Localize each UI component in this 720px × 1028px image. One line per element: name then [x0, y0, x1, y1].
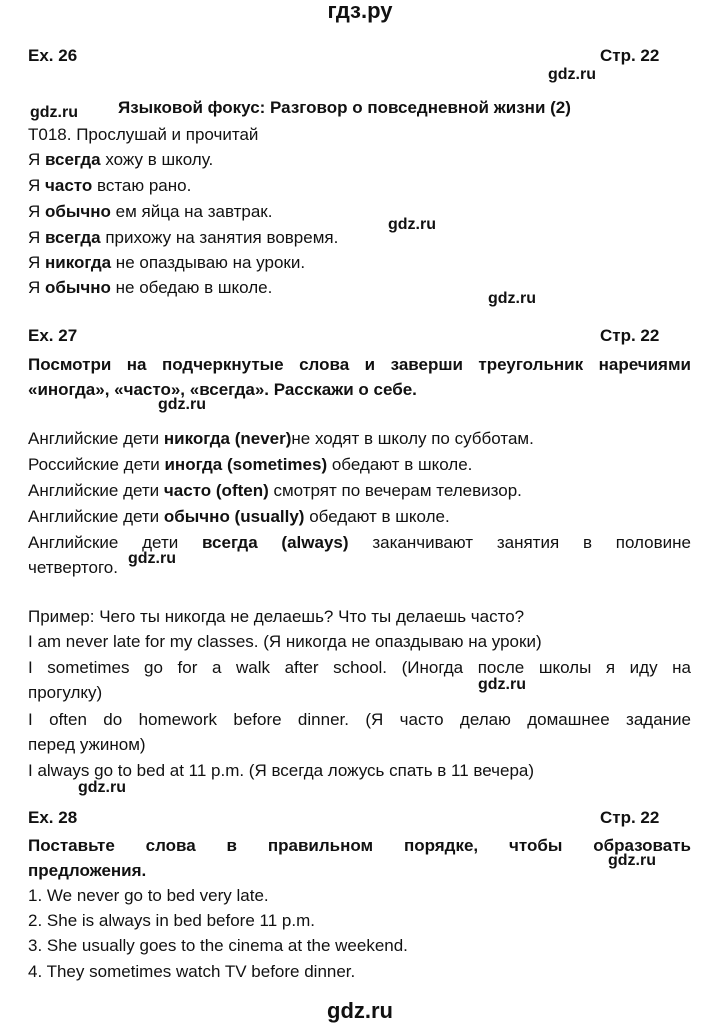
ex27-example-prompt: Пример: Чего ты никогда не делаешь? Что ты делаешь часто? — [28, 607, 525, 626]
ex27-example: I am never late for my classes. (Я никогда не опаздываю на уроки) — [28, 632, 542, 651]
ex27-sentence: Английские дети часто (often) смотрят по вечерам телевизор. — [28, 481, 522, 500]
ex27-example: I sometimes go for a walk after school. (Иногда после школы я иду на — [28, 658, 691, 677]
ex28-number: Ex. 28 — [28, 808, 78, 827]
watermark: gdz.ru — [478, 676, 526, 693]
ex26-line: Я всегда прихожу на занятия вовремя. — [28, 228, 339, 247]
ex27-page: Стр. 22 — [600, 326, 660, 345]
ex28-task: Поставьте слова в правильном порядке, чтобы образовать — [28, 836, 691, 855]
ex28-page: Стр. 22 — [600, 808, 660, 827]
ex28-answer: 3. She usually goes to the cinema at the weekend. — [28, 936, 408, 955]
watermark: gdz.ru — [78, 779, 126, 796]
watermark: gdz.ru — [548, 66, 596, 83]
ex27-number: Ex. 27 — [28, 326, 78, 345]
ex26-line: Я всегда хожу в школу. — [28, 150, 214, 169]
watermark: gdz.ru — [30, 104, 78, 121]
watermark: gdz.ru — [158, 396, 206, 413]
ex27-sentence: Английские дети всегда (always) заканчивают занятия в половине — [28, 533, 691, 552]
ex26-number: Ex. 26 — [28, 46, 78, 65]
ex26-line: Я обычно ем яйца на завтрак. — [28, 202, 273, 221]
ex27-task: Посмотри на подчеркнутые слова и заверши треугольник наречиями — [28, 355, 691, 374]
ex27-task: «иногда», «часто», «всегда». Расскажи о себе. — [28, 380, 417, 399]
ex27-sentence-cont: четвертого. — [28, 558, 118, 577]
ex28-task: предложения. — [28, 861, 147, 880]
site-title-bottom: gdz.ru — [327, 998, 393, 1023]
ex27-sentence: Английские дети обычно (usually) обедают в школе. — [28, 507, 450, 526]
ex26-title: Языковой фокус: Разговор о повседневной жизни (2) — [118, 98, 571, 117]
site-title-top: гдз.ру — [327, 0, 393, 23]
ex26-intro: T018. Прослушай и прочитай — [28, 125, 259, 144]
ex26-line: Я часто встаю рано. — [28, 176, 192, 195]
watermark: gdz.ru — [488, 290, 536, 307]
ex27-sentence: Российские дети иногда (sometimes) обедают в школе. — [28, 455, 473, 474]
ex28-answer: 4. They sometimes watch TV before dinner. — [28, 962, 356, 981]
ex27-sentence: Английские дети никогда (never)не ходят в школу по субботам. — [28, 429, 534, 448]
ex27-example: прогулку) — [28, 683, 103, 702]
ex28-answer: 1. We never go to bed very late. — [28, 886, 269, 905]
ex27-example: перед ужином) — [28, 735, 146, 754]
watermark: gdz.ru — [608, 852, 656, 869]
ex26-page: Стр. 22 — [600, 46, 660, 65]
ex27-example: I often do homework before dinner. (Я часто делаю домашнее задание — [28, 710, 691, 729]
ex26-line: Я никогда не опаздываю на уроки. — [28, 253, 306, 272]
ex28-answer: 2. She is always in bed before 11 p.m. — [28, 911, 315, 930]
ex27-example: I always go to bed at 11 p.m. (Я всегда ложусь спать в 11 вечера) — [28, 761, 535, 780]
watermark: gdz.ru — [128, 550, 176, 567]
watermark: gdz.ru — [388, 216, 436, 233]
ex26-line: Я обычно не обедаю в школе. — [28, 278, 273, 297]
